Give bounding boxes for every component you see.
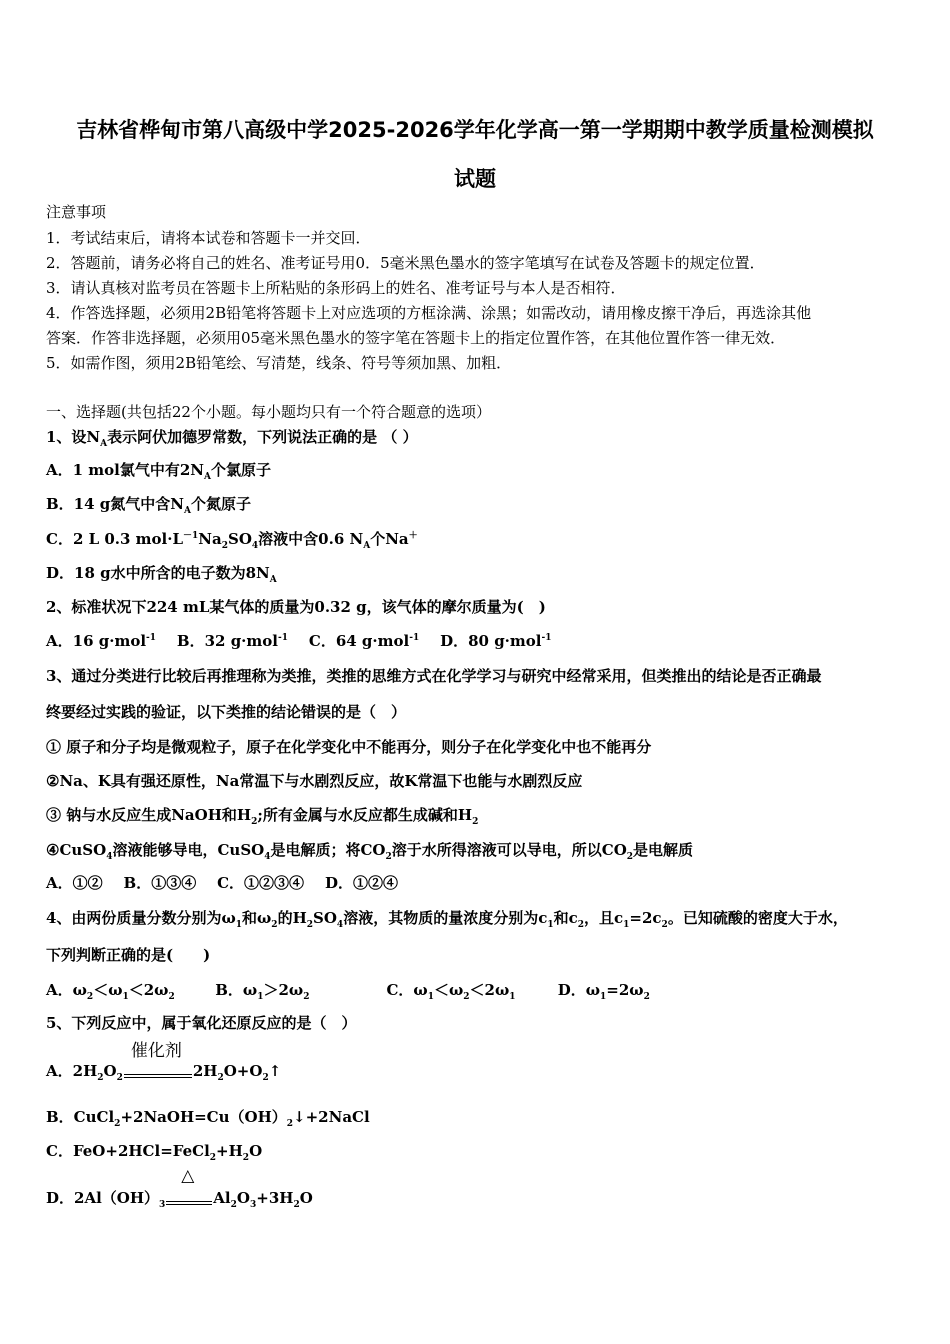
question-4-options xyxy=(46,980,650,1000)
question-3-options xyxy=(46,873,398,893)
question-1-stem: 1、设$N_A$表示阿伏加德罗常数，下列说法正确的是 （ ） xyxy=(46,428,418,449)
question-3-statement-1: ① 原子和分子均是微观粒子，原子在化学变化中不能再分，则分子在化学变化中也不能再分 xyxy=(46,738,652,756)
question-5-stem: 5、下列反应中，属于氧化还原反应的是（ ） xyxy=(46,1014,357,1032)
question-4-option-c: C．$\omega_1<\omega_2<2\omega_1$ xyxy=(386,981,516,1002)
question-3-option-b: B．①③④ xyxy=(123,874,197,892)
question-1-option-a: A．1 mol氯气中有$2N_A$个氯原子 xyxy=(46,461,272,482)
question-3-option-c: C．①②③④ xyxy=(217,874,305,892)
notice-item: 3．请认真核对监考员在答题卡上所粘贴的条形码上的姓名、准考证号与本人是否相符． xyxy=(46,279,626,297)
notice-item: 4．作答选择题，必须用2B铅笔将答题卡上对应选项的方框涂满、涂黑；如需改动，请用橡皮擦干净后，再选涂其他 xyxy=(46,304,812,322)
question-2-option-a: A．16 g·mol$^{-1}$ xyxy=(46,632,157,650)
question-5-option-c: C．$FeO+2HCl=FeCl_2+H_2O$ xyxy=(46,1142,263,1163)
heat-equals-sign xyxy=(165,1166,213,1208)
question-2-options xyxy=(46,631,551,651)
catalyst-label: 催化剂 xyxy=(130,1041,182,1061)
question-4-option-b: B．$\omega_1>2\omega_2$ xyxy=(215,981,310,1002)
question-4-stem: 4、由两份质量分数分别为$\omega_1$和$\omega_2$的$H_2SO_4$溶液，其物质的量浓度分别为$c_1$和$c_2$，且$c_1=2c_2$。已知硫酸的密度大于水， xyxy=(46,909,848,930)
notice-item: 1．考试结束后，请将本试卷和答题卡一并交回． xyxy=(46,229,371,247)
question-3-stem: 3、通过分类进行比较后再推理称为类推，类推的思维方式在化学学习与研究中经常采用，但类推出的结论是否正确最 xyxy=(46,667,822,685)
notice-item: 答案．作答非选择题，必须用05毫米黑色墨水的签字笔在答题卡上的指定位置作答，在其他位置作答一律无效． xyxy=(46,329,786,347)
notice-item: 2．答题前，请务必将自己的姓名、准考证号用0．5毫米黑色墨水的签字笔填写在试卷及答题卡的规定位置． xyxy=(46,254,765,272)
question-1-option-b: B．14 g氮气中含$N_A$个氮原子 xyxy=(46,495,251,516)
question-5-option-d: D．$2Al(OH)_3$ △ $Al_2O_3+3H_2O$ xyxy=(46,1166,313,1210)
catalyst-equals-sign xyxy=(123,1041,193,1081)
question-3-statement-3: ③ 钠与水反应生成NaOH和$H_2$;所有金属与水反应都生成碱和$H_2$ xyxy=(46,806,479,827)
notice-item: 5．如需作图，须用2B铅笔绘、写清楚，线条、符号等须加黑、加粗． xyxy=(46,354,512,372)
section-heading: 一、选择题(共包括22个小题。每小题均只有一个符合题意的选项） xyxy=(46,403,491,421)
question-4-option-a: A．$\omega_2<\omega_1<2\omega_2$ xyxy=(46,981,175,1002)
question-3-stem-line2: 终要经过实践的验证，以下类推的结论错误的是（ ） xyxy=(46,703,407,721)
question-2-option-b: B．32 g·mol$^{-1}$ xyxy=(176,632,288,650)
question-4-stem-line2: 下列判断正确的是( ) xyxy=(46,946,211,964)
page-title: 吉林省桦甸市第八高级中学2025-2026学年化学高一第一学期期中教学质量检测模拟 xyxy=(76,118,874,142)
question-3-statement-2: ②Na、K具有强还原性，Na常温下与水剧烈反应，故K常温下也能与水剧烈反应 xyxy=(46,772,583,790)
question-5-option-b: B．$CuCl_2+2NaOH=Cu(OH)_2↓+2NaCl$ xyxy=(46,1108,370,1129)
question-2-stem: 2、标准状况下224 mL某气体的质量为0.32 g，该气体的摩尔质量为( ) xyxy=(46,598,546,616)
question-4-option-d: D．$\omega_1=2\omega_2$ xyxy=(557,981,650,1002)
question-1-option-d: D．18 g水中所含的电子数为$8N_A$ xyxy=(46,564,277,585)
question-2-option-c: C．64 g·mol$^{-1}$ xyxy=(308,632,420,650)
question-3-option-d: D．①②④ xyxy=(324,874,398,892)
notice-heading: 注意事项 xyxy=(46,203,107,221)
question-1-option-c: C．2 L 0.3 $mol\cdot L^{-1}Na_2SO_4$溶液中含0.6 $N_A$个Na＋ xyxy=(46,530,418,551)
question-3-statement-4: ④CuSO$_4$溶液能够导电，CuSO$_4$是电解质；将$CO_2$溶于水所得溶液可以导电，所以$CO_2$是电解质 xyxy=(46,841,694,862)
question-2-option-d: D．80 g·mol$^{-1}$ xyxy=(440,632,552,650)
heat-label: △ xyxy=(181,1166,195,1186)
question-5-option-a: A．$2H_2O_2$ 催化剂 $2H_2O+O_2↑$ xyxy=(46,1041,282,1083)
page-title-line2: 试题 xyxy=(454,167,496,191)
question-3-option-a: A．①② xyxy=(46,874,103,892)
